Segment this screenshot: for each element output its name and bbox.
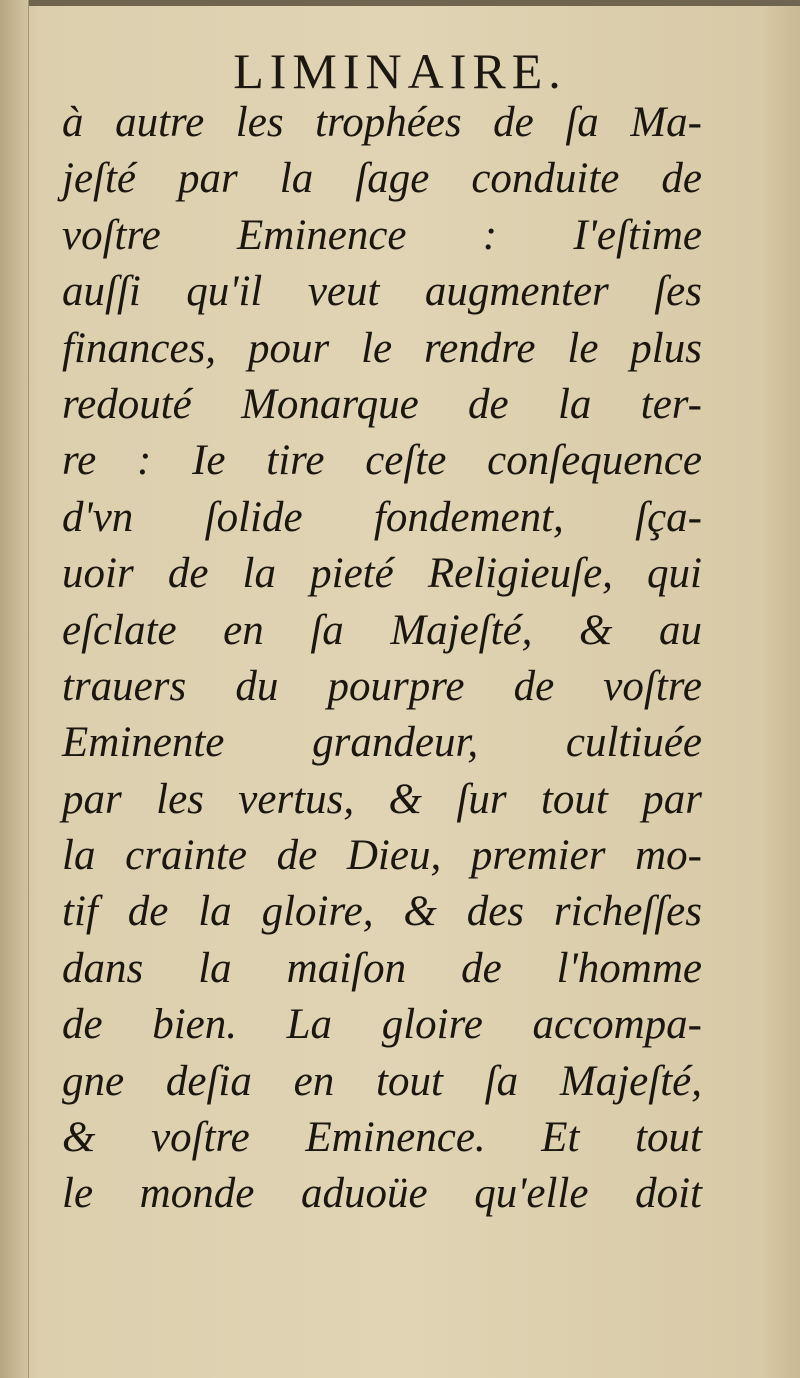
text-line: par les vertus, & ſur tout par <box>62 775 702 823</box>
text-line: redouté Monarque de la ter- <box>62 380 702 428</box>
body-text <box>62 95 702 1223</box>
text-line: dans la maiſon de l'homme <box>62 944 702 992</box>
text-line: Eminente grandeur, cultiuée <box>62 719 702 767</box>
text-line: la crainte de Dieu, premier mo- <box>62 832 702 880</box>
text-line: auſſi qu'il veut augmenter ſes <box>62 268 702 316</box>
text-line: & voſtre Eminence. Et tout <box>62 1114 702 1162</box>
text-line: à autre les trophées de ſa Ma- <box>62 99 702 146</box>
text-line: voſtre Eminence : I'eſtime <box>62 211 702 259</box>
text-line: d'vn ſolide fondement, ſça- <box>62 493 702 541</box>
text-line: trauers du pourpre de voſtre <box>62 662 702 710</box>
text-line: de bien. La gloire accompa- <box>62 1001 702 1049</box>
text-line: uoir de la pieté Religieuſe, qui <box>62 550 702 598</box>
running-head: LIMINAIRE. <box>233 43 567 99</box>
text-line: tif de la gloire, & des richeſſes <box>62 888 702 936</box>
binding-edge <box>0 0 29 1378</box>
page-top-edge <box>0 0 800 6</box>
text-line: finances, pour le rendre le plus <box>62 324 702 372</box>
text-line: gne deſia en tout ſa Majeſté, <box>62 1057 702 1105</box>
text-line: jeſté par la ſage conduite de <box>62 155 702 203</box>
text-line: eſclate en ſa Majeſté, & au <box>62 606 702 654</box>
text-line: le monde aduoüe qu'elle doit <box>62 1170 702 1218</box>
text-line: re : Ie tire ceſte conſequence <box>62 437 702 485</box>
